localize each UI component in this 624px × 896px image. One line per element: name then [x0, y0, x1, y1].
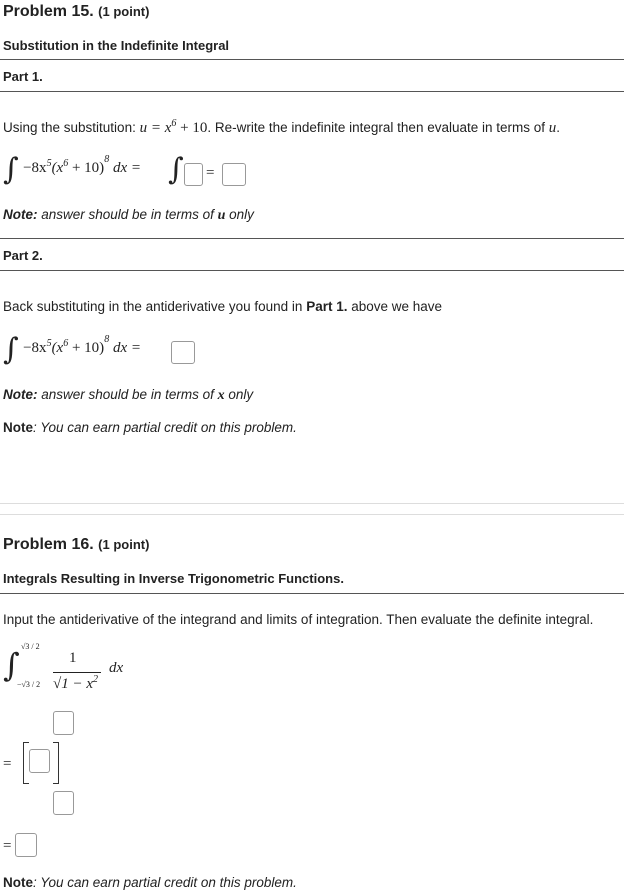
answer-u-input[interactable] [222, 163, 246, 186]
answer-integrand-input[interactable] [184, 163, 203, 186]
sub-exponent: 6 [171, 118, 177, 129]
answer-x-input[interactable] [171, 341, 195, 364]
integrand-paren: (x [51, 340, 64, 356]
instruction-text: above we have [347, 299, 443, 314]
instruction-text: Using the substitution: [3, 120, 140, 135]
instruction-text: Back substituting in the antiderivative you found in [3, 299, 307, 314]
sub-lhs: u = x [139, 120, 172, 136]
part-1-note [3, 207, 254, 224]
note-label: Note: [3, 207, 38, 222]
integral-sign: ∫ [3, 646, 20, 684]
integrand-coef: −8x [23, 160, 47, 176]
note-label: Note [3, 875, 33, 890]
problem-16-title [3, 536, 149, 554]
substitution-expr [140, 120, 208, 136]
part-2-note [3, 387, 253, 404]
note-text: answer should be in terms of [37, 207, 218, 222]
part-2-instruction [3, 299, 442, 314]
integrand-paren: (x [51, 160, 64, 176]
note-end: only [225, 207, 254, 222]
exp: 6 [63, 158, 69, 169]
integral-sign: ∫ [168, 152, 184, 187]
definite-integral [3, 642, 143, 702]
integrand [23, 334, 141, 356]
partial-credit-note [3, 420, 297, 435]
note-text: answer should be in terms of [37, 387, 218, 402]
sub-tail: + 10 [176, 120, 208, 136]
upper-limit: √3 / 2 [21, 642, 40, 651]
exp: 8 [104, 154, 110, 165]
divider [0, 270, 624, 271]
dx: dx [109, 660, 124, 676]
note-end: only [224, 387, 254, 402]
exp: 5 [46, 338, 52, 349]
problem-16-subtitle: Integrals Resulting in Inverse Trigonometric Functions. [3, 571, 344, 586]
var-u: u [548, 120, 557, 136]
equals-sign: = [3, 838, 12, 854]
integral-sign: ∫ [3, 152, 19, 187]
divider [0, 59, 624, 60]
equals-sign: = [206, 165, 215, 181]
note-text: : You can earn partial credit on this problem. [33, 420, 297, 435]
problem-separator [0, 514, 624, 515]
integrand-coef: −8x [23, 340, 47, 356]
exp: 6 [63, 338, 69, 349]
final-answer-input[interactable] [15, 833, 37, 857]
divider [0, 238, 624, 239]
period: . [556, 120, 561, 135]
upper-limit-input[interactable] [53, 711, 74, 735]
problem-separator [0, 503, 624, 504]
dx-equals: dx = [109, 340, 141, 356]
note-var: x [217, 388, 225, 403]
partial-credit-note [3, 875, 297, 890]
part-1-integral [3, 152, 141, 192]
note-var: u [217, 208, 226, 223]
integrand-plus: + 10) [68, 340, 105, 356]
problem-15-subtitle: Substitution in the Indefinite Integral [3, 38, 230, 53]
integrand-plus: + 10) [68, 160, 105, 176]
note-label: Note: [3, 387, 38, 402]
exp: 2 [93, 674, 99, 685]
instruction-bold: Part 1. [306, 299, 348, 314]
problem-16-instruction: Input the antiderivative of the integrand and limits of integration. Then evaluate the definite integral. [3, 612, 594, 627]
equals-sign: = [3, 756, 12, 772]
lower-limit-input[interactable] [53, 791, 74, 815]
fraction-denominator [53, 676, 98, 693]
problem-title-text: Problem 16. [3, 536, 94, 553]
part-2-integral [3, 332, 141, 372]
lower-limit: −√3 / 2 [17, 680, 41, 689]
fraction-bar [53, 672, 101, 673]
note-label: Note [3, 420, 33, 435]
divider [0, 91, 624, 92]
problem-title-text: Problem 15. [3, 3, 94, 20]
exp: 5 [46, 158, 52, 169]
problem-15-title [3, 3, 149, 21]
fraction-numerator: 1 [69, 650, 77, 666]
right-bracket [53, 742, 59, 784]
note-text: : You can earn partial credit on this problem. [33, 875, 297, 890]
part-1-instruction [3, 120, 560, 137]
denominator-text: √1 − x [53, 676, 94, 692]
evaluation-brackets [23, 742, 61, 784]
part-1-label: Part 1. [3, 69, 43, 84]
antiderivative-input[interactable] [29, 749, 50, 773]
problem-points: (1 point) [98, 4, 150, 19]
integrand [23, 154, 141, 176]
divider [0, 593, 624, 594]
problem-points: (1 point) [98, 537, 150, 552]
exp: 8 [104, 334, 110, 345]
part-2-label: Part 2. [3, 248, 43, 263]
integral-sign: ∫ [3, 332, 19, 367]
instruction-text: . Re-write the indefinite integral then evaluate in terms of [207, 120, 549, 135]
dx-equals: dx = [109, 160, 141, 176]
